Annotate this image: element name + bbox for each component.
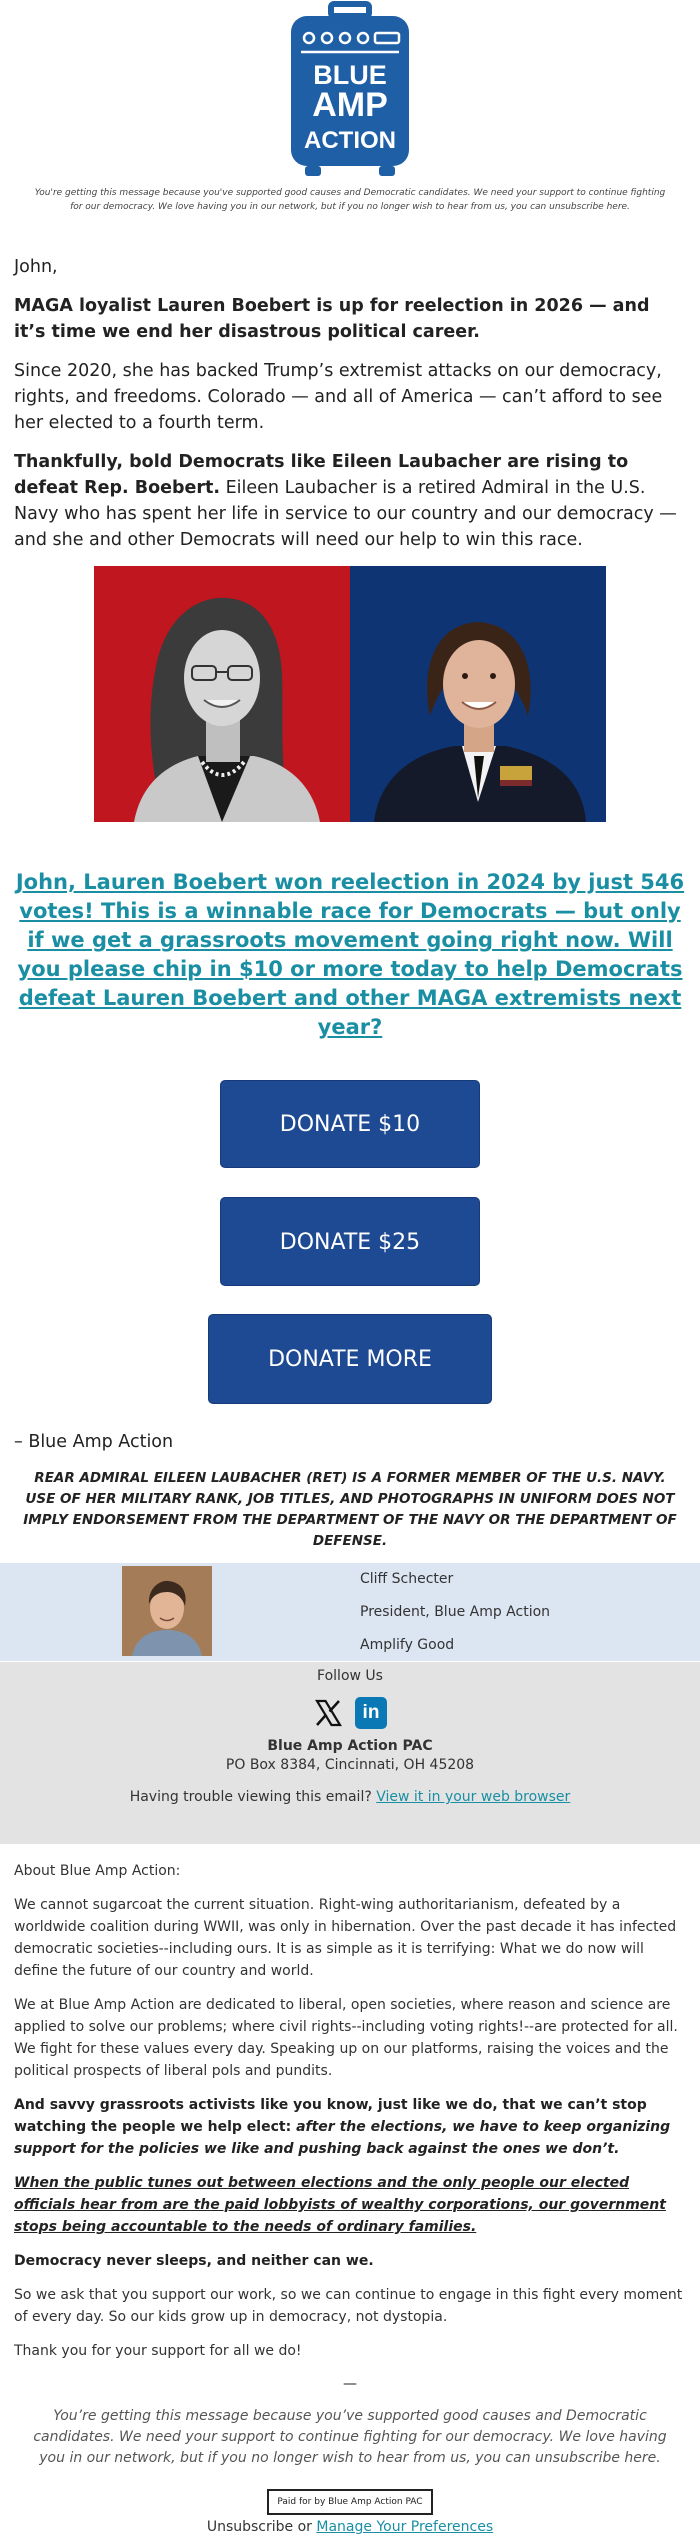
logo-text-action: ACTION [304, 127, 396, 154]
logo-text-amp: AMP [312, 86, 388, 124]
signature-tagline: Amplify Good [360, 1637, 455, 1653]
x-icon[interactable] [313, 1698, 343, 1728]
about-p3-italic: after the elections, we have to keep organizing support for the policies we like and pushing back against the ones we don’t. [14, 2119, 671, 2157]
pac-name: Blue Amp Action PAC [267, 1738, 433, 1754]
candidate-highlight: Thankfully, bold Democrats like Eileen Laubacher are rising to defeat Rep. Boebert. [14, 452, 629, 498]
logo-text-blue: BLUE [313, 60, 387, 90]
about-p3-lead: And savvy grassroots activists like you know, just like we do, that we can’t stop watching the people we help elect: [14, 2097, 647, 2135]
intro-paragraph: MAGA loyalist Lauren Boebert is up for reelection in 2026 — and it’s time we end her disastrous political career. [14, 296, 650, 342]
manage-preferences-link[interactable]: Manage Your Preferences [316, 2519, 494, 2535]
linkedin-icon[interactable]: in [355, 1697, 387, 1729]
boebert-photo [94, 566, 350, 822]
about-paragraph-1: We cannot sugarcoat the current situation. Right-wing authoritarianism, defeated by a worldwide coalition during WWII, was only in hibernation. Over the past decade it has infected democratic societies--including ours. It is as simple as it is terrifying: What we do now will define the future of our country and world. [14, 1897, 677, 1979]
donate-25-button[interactable]: DONATE $25 [220, 1197, 480, 1286]
follow-section [0, 1662, 700, 1844]
candidate-paragraph [14, 449, 686, 553]
candidates-photo [0, 566, 700, 822]
about-paragraph-4: When the public tunes out between elections and the only people our elected officials hear from are the paid lobbyists of wealthy corporations, our government stops being accountable to the needs of ordinary families. [14, 2175, 666, 2235]
background-paragraph: Since 2020, she has backed Trump’s extremist attacks on our democracy, rights, and freedoms. Colorado — and all of America — can’t afford to see her elected to a fourth term. [14, 361, 663, 433]
pac-address: PO Box 8384, Cincinnati, OH 45208 [225, 1757, 475, 1773]
logo-header [0, 0, 700, 186]
sign-off: – Blue Amp Action [14, 1432, 174, 1452]
letter-body [0, 254, 700, 553]
about-section [0, 1844, 700, 2362]
signature-block [0, 1563, 700, 1662]
divider-dash: — [343, 2376, 357, 2392]
donate-more-button[interactable]: DONATE MORE [208, 1314, 492, 1404]
about-paragraph-5: Democracy never sleeps, and neither can we. [14, 2253, 374, 2269]
about-paragraph-2: We at Blue Amp Action are dedicated to liberal, open societies, where reason and science are applied to solve our problems; where civil rights--including voting rights!--are protected for all. We fight for these values every day. Speaking up on our platforms, raising the voices and the political prospects of liberal pols and pundits. [14, 1997, 678, 2079]
navy-disclaimer: REAR ADMIRAL EILEEN LAUBACHER (RET) IS A FORMER MEMBER OF THE U.S. NAVY. USE OF HER MILITARY RANK, JOB TITLES, AND PHOTOGRAPHS IN UNIFORM DOES NOT IMPLY ENDORSEMENT FROM THE DEPARTMENT OF THE NAVY OR THE DEPARTMENT OF DEFENSE. [23, 1470, 677, 1549]
follow-label: Follow Us [317, 1668, 383, 1684]
trouble-text: Having trouble viewing this email? [129, 1789, 372, 1805]
bottom-disclaimer: You’re getting this message because you’ve supported good causes and Democratic candidates. We need your support to continue fighting for our democracy. We love having you in our network, but if you no longer wish to hear from us, you can unsubscribe here. [33, 2408, 667, 2466]
candidate-detail: Eileen Laubacher is a retired Admiral in the U.S. Navy who has spent her life in service to our country and our democracy — and she and other Democrats will need our help to win this race. [14, 478, 677, 550]
top-disclaimer: You're getting this message because you've supported good causes and Democratic candidates. We need your support to continue fighting for our democracy. We love having you in our network, but if you no longer wish to hear from us, you can unsubscribe here. [34, 188, 666, 212]
about-paragraph-6: So we ask that you support our work, so we can continue to engage in this fight every moment of every day. So our kids grow up in democracy, not dystopia. [14, 2287, 683, 2325]
greeting: John, [14, 257, 58, 277]
web-view-link[interactable]: View it in your web browser [376, 1789, 571, 1805]
about-paragraph-7: Thank you for your support for all we do! [14, 2343, 302, 2359]
laubacher-photo [350, 566, 606, 822]
blue-amp-action-logo[interactable] [287, 2, 413, 184]
footer-or: or [293, 2519, 317, 2535]
signature-name: Cliff Schecter [360, 1571, 454, 1587]
about-paragraph-3 [14, 2094, 686, 2160]
signature-title: President, Blue Amp Action [360, 1604, 551, 1620]
social-links [0, 1696, 700, 1730]
about-heading: About Blue Amp Action: [14, 1863, 181, 1879]
unsubscribe-link[interactable]: Unsubscribe [206, 2519, 294, 2535]
donate-10-button[interactable]: DONATE $10 [220, 1080, 480, 1168]
web-view-row [0, 1789, 700, 1805]
footer-links [0, 2519, 700, 2536]
donate-appeal-link[interactable]: John, Lauren Boebert won reelection in 2024 by just 546 votes! This is a winnable race for Democrats — but only if we get a grassroots movement going right now. Will you please chip in $10 or more today to help Democrats defeat Lauren Boebert and other MAGA extremists next year? [15, 870, 685, 1039]
paid-for-box: Paid for by Blue Amp Action PAC [267, 2489, 432, 2515]
avatar [122, 1566, 212, 1656]
